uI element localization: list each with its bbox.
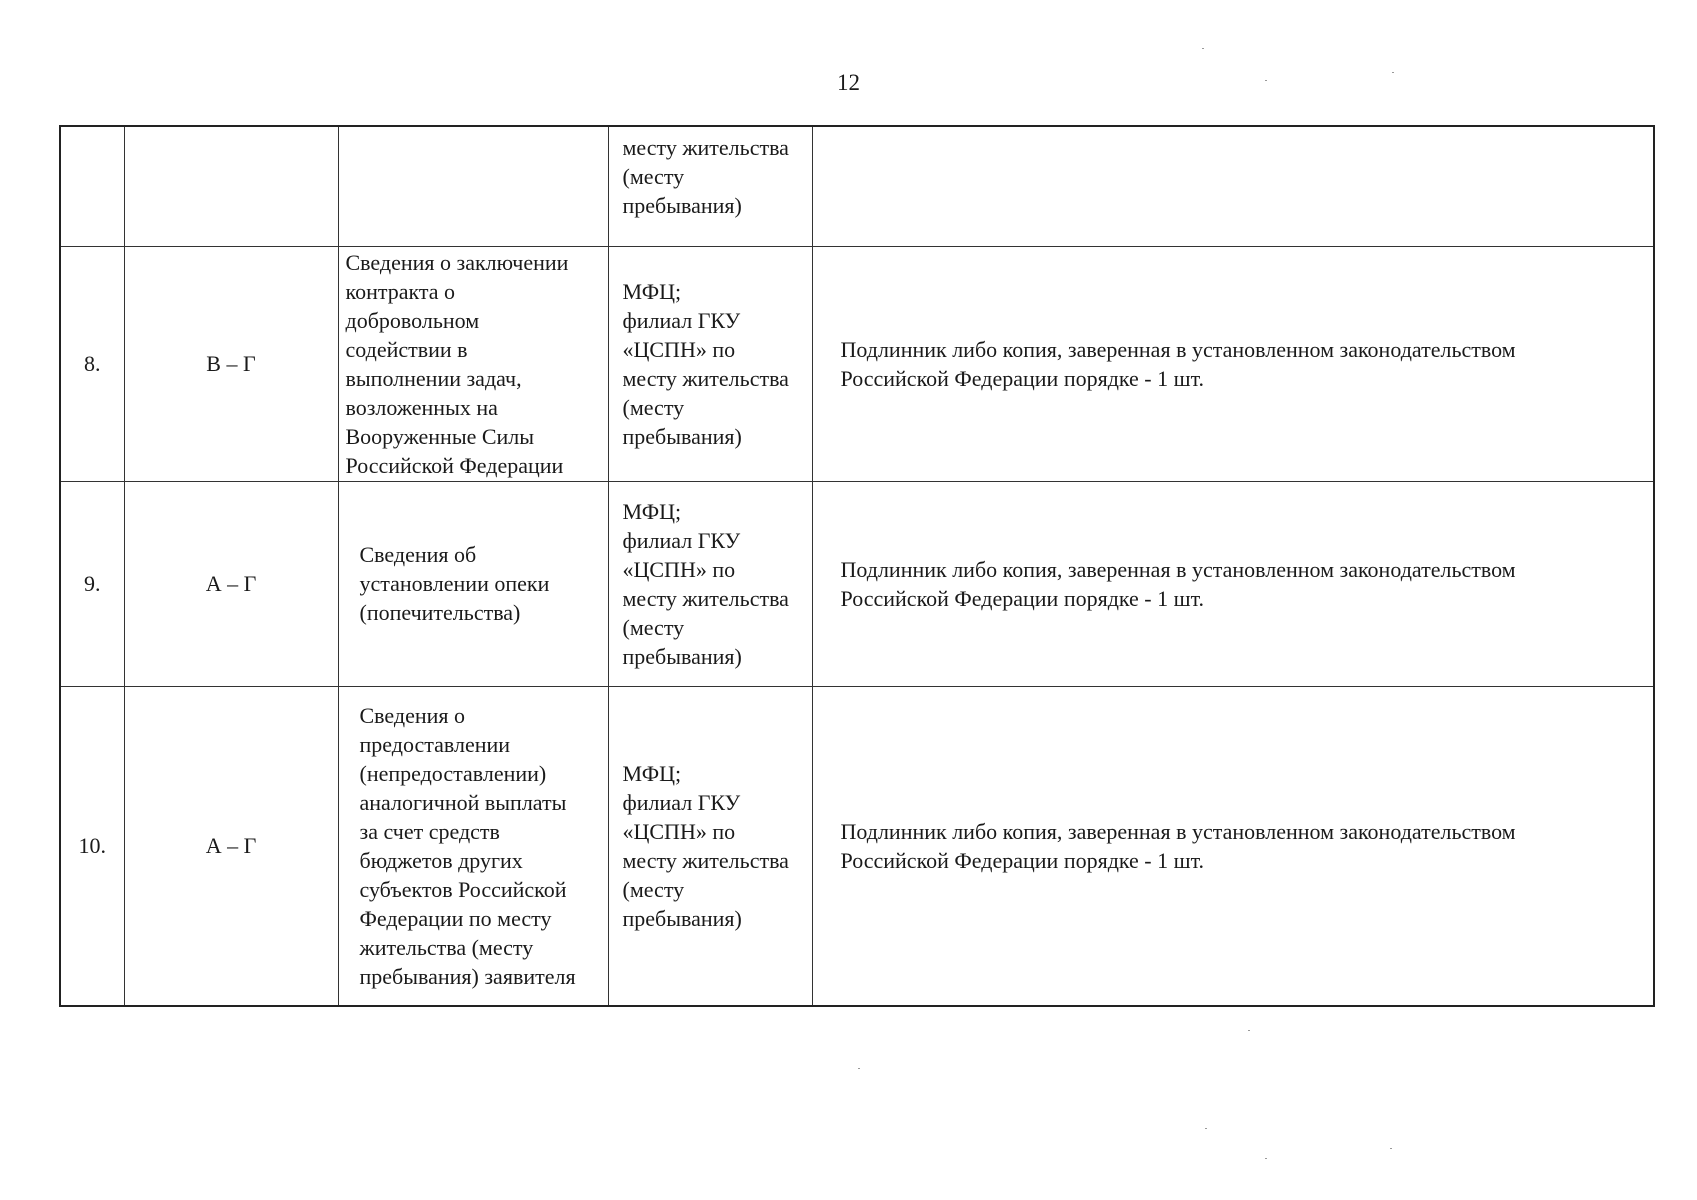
documents-table (59, 125, 1655, 1007)
scan-speck (1202, 48, 1204, 49)
row-number (60, 126, 124, 246)
scan-speck (858, 1068, 860, 1069)
row-number: 10. (60, 686, 124, 1006)
applicant-category (124, 126, 338, 246)
document-name: Сведения о заключении контракта о добровольном содействии в выполнении задач, возложенных на Вооруженные Силы Российской Федерации (338, 246, 608, 481)
table-row (60, 481, 1654, 686)
document-requirements: Подлинник либо копия, заверенная в установленном законодательством Российской Федерации порядке - 1 шт. (812, 481, 1654, 686)
row-number: 8. (60, 246, 124, 481)
applicant-category: А – Г (124, 686, 338, 1006)
document-name: Сведения об установлении опеки (попечительства) (338, 481, 608, 686)
document-requirements (812, 126, 1654, 246)
submission-place: МФЦ; филиал ГКУ «ЦСПН» по месту жительства (месту пребывания) (608, 686, 812, 1006)
scan-speck (1392, 72, 1394, 73)
document-requirements: Подлинник либо копия, заверенная в установленном законодательством Российской Федерации порядке - 1 шт. (812, 246, 1654, 481)
scan-speck (1205, 1128, 1207, 1129)
document-requirements: Подлинник либо копия, заверенная в установленном законодательством Российской Федерации порядке - 1 шт. (812, 686, 1654, 1006)
table-row (60, 246, 1654, 481)
submission-place: МФЦ; филиал ГКУ «ЦСПН» по месту жительства (месту пребывания) (608, 481, 812, 686)
table-row (60, 126, 1654, 246)
scan-speck (1248, 1030, 1250, 1031)
document-name: Сведения о предоставлении (непредоставлении) аналогичной выплаты за счет средств бюджетов других субъектов Российской Федерации по месту жительства (месту пребывания) заявителя (338, 686, 608, 1006)
submission-place: месту жительства (месту пребывания) (608, 126, 812, 246)
applicant-category: А – Г (124, 481, 338, 686)
applicant-category: В – Г (124, 246, 338, 481)
page-number: 12 (837, 70, 860, 95)
document-name (338, 126, 608, 246)
scan-speck (1390, 1148, 1392, 1149)
scan-speck (1265, 80, 1267, 81)
scan-speck (1265, 1158, 1267, 1159)
table-row (60, 686, 1654, 1006)
submission-place: МФЦ; филиал ГКУ «ЦСПН» по месту жительства (месту пребывания) (608, 246, 812, 481)
row-number: 9. (60, 481, 124, 686)
